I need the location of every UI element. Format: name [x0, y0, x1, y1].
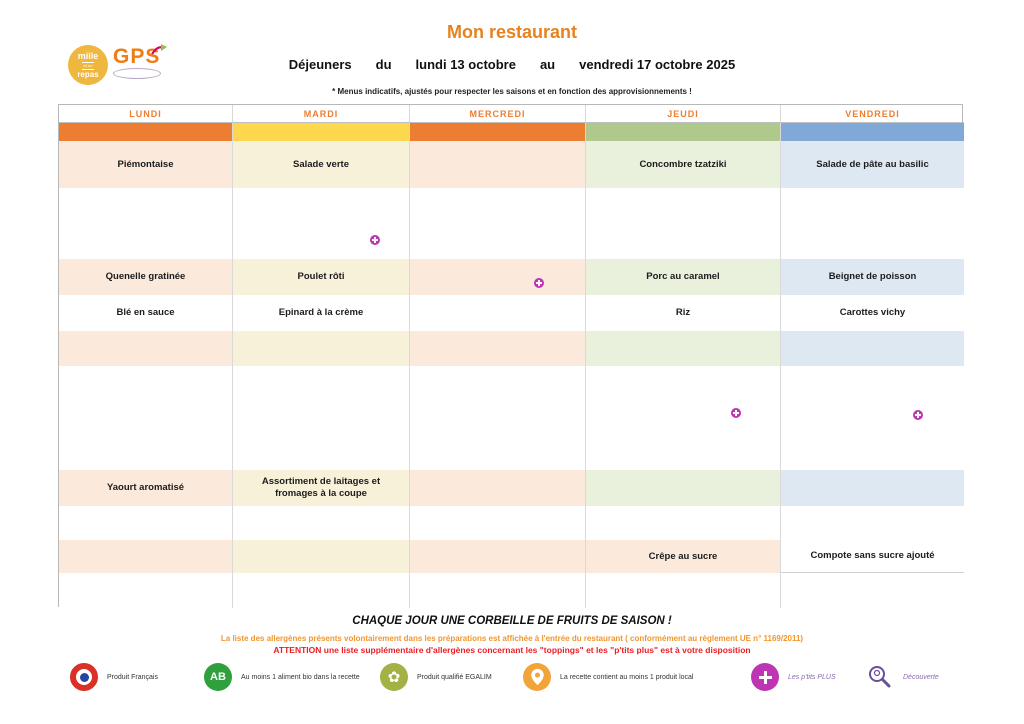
- menu-cell: [233, 506, 410, 540]
- menu-cell: [59, 366, 233, 470]
- weekly-menu-table: [58, 104, 963, 607]
- color-bar-mercredi: [410, 123, 586, 141]
- menu-cell: [410, 366, 586, 470]
- day-header-mardi: MARDI: [233, 105, 410, 123]
- day-header-mercredi: MERCREDI: [410, 105, 586, 123]
- ptits-plus-icon: [751, 663, 779, 691]
- menu-cell: [233, 188, 410, 259]
- legend-item-decouverte: [866, 662, 939, 692]
- menu-cell-garniture-jeudi: Riz: [586, 295, 781, 331]
- local-product-pin-icon: [523, 663, 551, 691]
- date-line: [0, 57, 1024, 72]
- menu-cell-laitage-lundi: Yaourt aromatisé: [59, 470, 233, 506]
- menu-cell: [59, 188, 233, 259]
- menu-cell-plat-jeudi: Porc au caramel: [586, 259, 781, 295]
- gps-logo-text: GPS: [113, 45, 161, 68]
- day-header-lundi: LUNDI: [59, 105, 233, 123]
- menu-cell-garniture-vendredi: Carottes vichy: [781, 295, 964, 331]
- legend-item-produit-local: [523, 662, 693, 692]
- menu-cell-plat-vendredi: Beignet de poisson: [781, 259, 964, 295]
- menu-cell: [781, 573, 964, 608]
- menu-cell-entree-jeudi: Concombre tzatziki: [586, 141, 781, 188]
- menu-cell: [59, 573, 233, 608]
- menu-cell-garniture-lundi: Blé en sauce: [59, 295, 233, 331]
- logo-text: repas: [77, 69, 99, 79]
- fruits-banner: CHAQUE JOUR UNE CORBEILLE DE FRUITS DE SAISON !: [352, 615, 672, 627]
- menu-cell: [586, 506, 781, 540]
- menu-cell: [410, 573, 586, 608]
- menu-cell-entree-lundi: Piémontaise: [59, 141, 233, 188]
- legend-label: Produit qualifié EGALIM: [417, 673, 492, 681]
- menu-cell: [586, 573, 781, 608]
- egalim-icon: ✿: [380, 663, 408, 691]
- ptits-plus-marker-icon: [370, 235, 380, 245]
- ab-bio-icon: AB: [204, 663, 232, 691]
- menu-cell-dessert-mardi: [233, 540, 410, 573]
- menu-disclaimer: * Menus indicatifs, ajustés pour respecter les saisons et en fonction des approvisionnements !: [332, 87, 692, 96]
- menu-cell-laitage-jeudi: [586, 470, 781, 506]
- menu-cell-entree-mardi: Salade verte: [233, 141, 410, 188]
- menu-cell-laitage-vendredi: [781, 470, 964, 506]
- color-bar-jeudi: [586, 123, 781, 141]
- french-product-icon: [70, 663, 98, 691]
- menu-cell-entree-vendredi: Salade de pâte au basilic: [781, 141, 964, 188]
- menu-cell: [59, 331, 233, 366]
- page-title: Mon restaurant: [446, 22, 578, 42]
- allergen-warning: ATTENTION une liste supplémentaire d'allergènes concernant les "toppings" et les "p'tits plus" est à votre disposition: [273, 645, 751, 655]
- legend-label: Découverte: [903, 673, 939, 681]
- menu-cell: [233, 331, 410, 366]
- logo-text: et un: [83, 62, 93, 68]
- ptits-plus-marker-icon: [913, 410, 923, 420]
- menu-cell-plat-lundi: Quenelle gratinée: [59, 259, 233, 295]
- menu-cell: [410, 331, 586, 366]
- end-date: vendredi 17 octobre 2025: [579, 57, 736, 72]
- ptits-plus-marker-icon: [534, 278, 544, 288]
- menu-cell-dessert-lundi: [59, 540, 233, 573]
- day-header-jeudi: JEUDI: [586, 105, 781, 123]
- menu-cell-plat-mardi: Poulet rôti: [233, 259, 410, 295]
- legend-item-egalim: [380, 662, 492, 692]
- menu-cell: [586, 366, 781, 470]
- menu-cell-dessert-jeudi: Crêpe au sucre: [586, 540, 781, 573]
- menu-cell: [781, 366, 964, 470]
- legend-item-ptits-plus: [751, 662, 836, 692]
- legend-label: La recette contient au moins 1 produit local: [560, 673, 694, 681]
- menu-cell: [586, 331, 781, 366]
- menu-cell: [410, 506, 586, 540]
- menu-cell-plat-mercredi: [410, 259, 586, 295]
- menu-cell-laitage-mercredi: [410, 470, 586, 506]
- magnifier-icon: [866, 663, 894, 691]
- menu-cell-garniture-mercredi: [410, 295, 586, 331]
- menu-cell: [59, 506, 233, 540]
- color-bar-lundi: [59, 123, 233, 141]
- allergen-notice: La liste des allergènes présents volontairement dans les préparations est affichée à l'entrée du restaurant ( conformément au règlement UE n° 1169/2011): [220, 634, 804, 643]
- menu-cell-garniture-mardi: Epinard à la crème: [233, 295, 410, 331]
- menu-cell-entree-mercredi: [410, 141, 586, 188]
- menu-cell: [410, 188, 586, 259]
- menu-cell: [781, 331, 964, 366]
- gps-arrow-icon: [150, 43, 168, 56]
- meal-label: Déjeuners: [288, 57, 352, 72]
- menu-cell: [781, 506, 964, 540]
- menu-cell: [586, 188, 781, 259]
- logo-text: mille: [77, 50, 99, 61]
- day-header-vendredi: VENDREDI: [781, 105, 964, 123]
- du-label: du: [375, 57, 392, 72]
- start-date: lundi 13 octobre: [415, 57, 516, 72]
- color-bar-mardi: [233, 123, 410, 141]
- menu-cell-dessert-vendredi: Compote sans sucre ajouté: [781, 540, 964, 573]
- color-bar-vendredi: [781, 123, 964, 141]
- legend-label: Les p'tits PLUS: [788, 673, 836, 681]
- legend-label: Produit Français: [107, 673, 158, 681]
- menu-cell-dessert-mercredi: [410, 540, 586, 573]
- au-label: au: [539, 57, 556, 72]
- menu-cell: [781, 188, 964, 259]
- menu-cell: [233, 573, 410, 608]
- legend-item-bio: [204, 662, 360, 692]
- legend-item-produit-francais: [70, 662, 158, 692]
- menu-cell: [233, 366, 410, 470]
- legend-label: Au moins 1 aliment bio dans la recette: [241, 673, 360, 681]
- ptits-plus-marker-icon: [731, 408, 741, 418]
- menu-cell-laitage-mardi: Assortiment de laitages et fromages à la coupe: [233, 470, 410, 506]
